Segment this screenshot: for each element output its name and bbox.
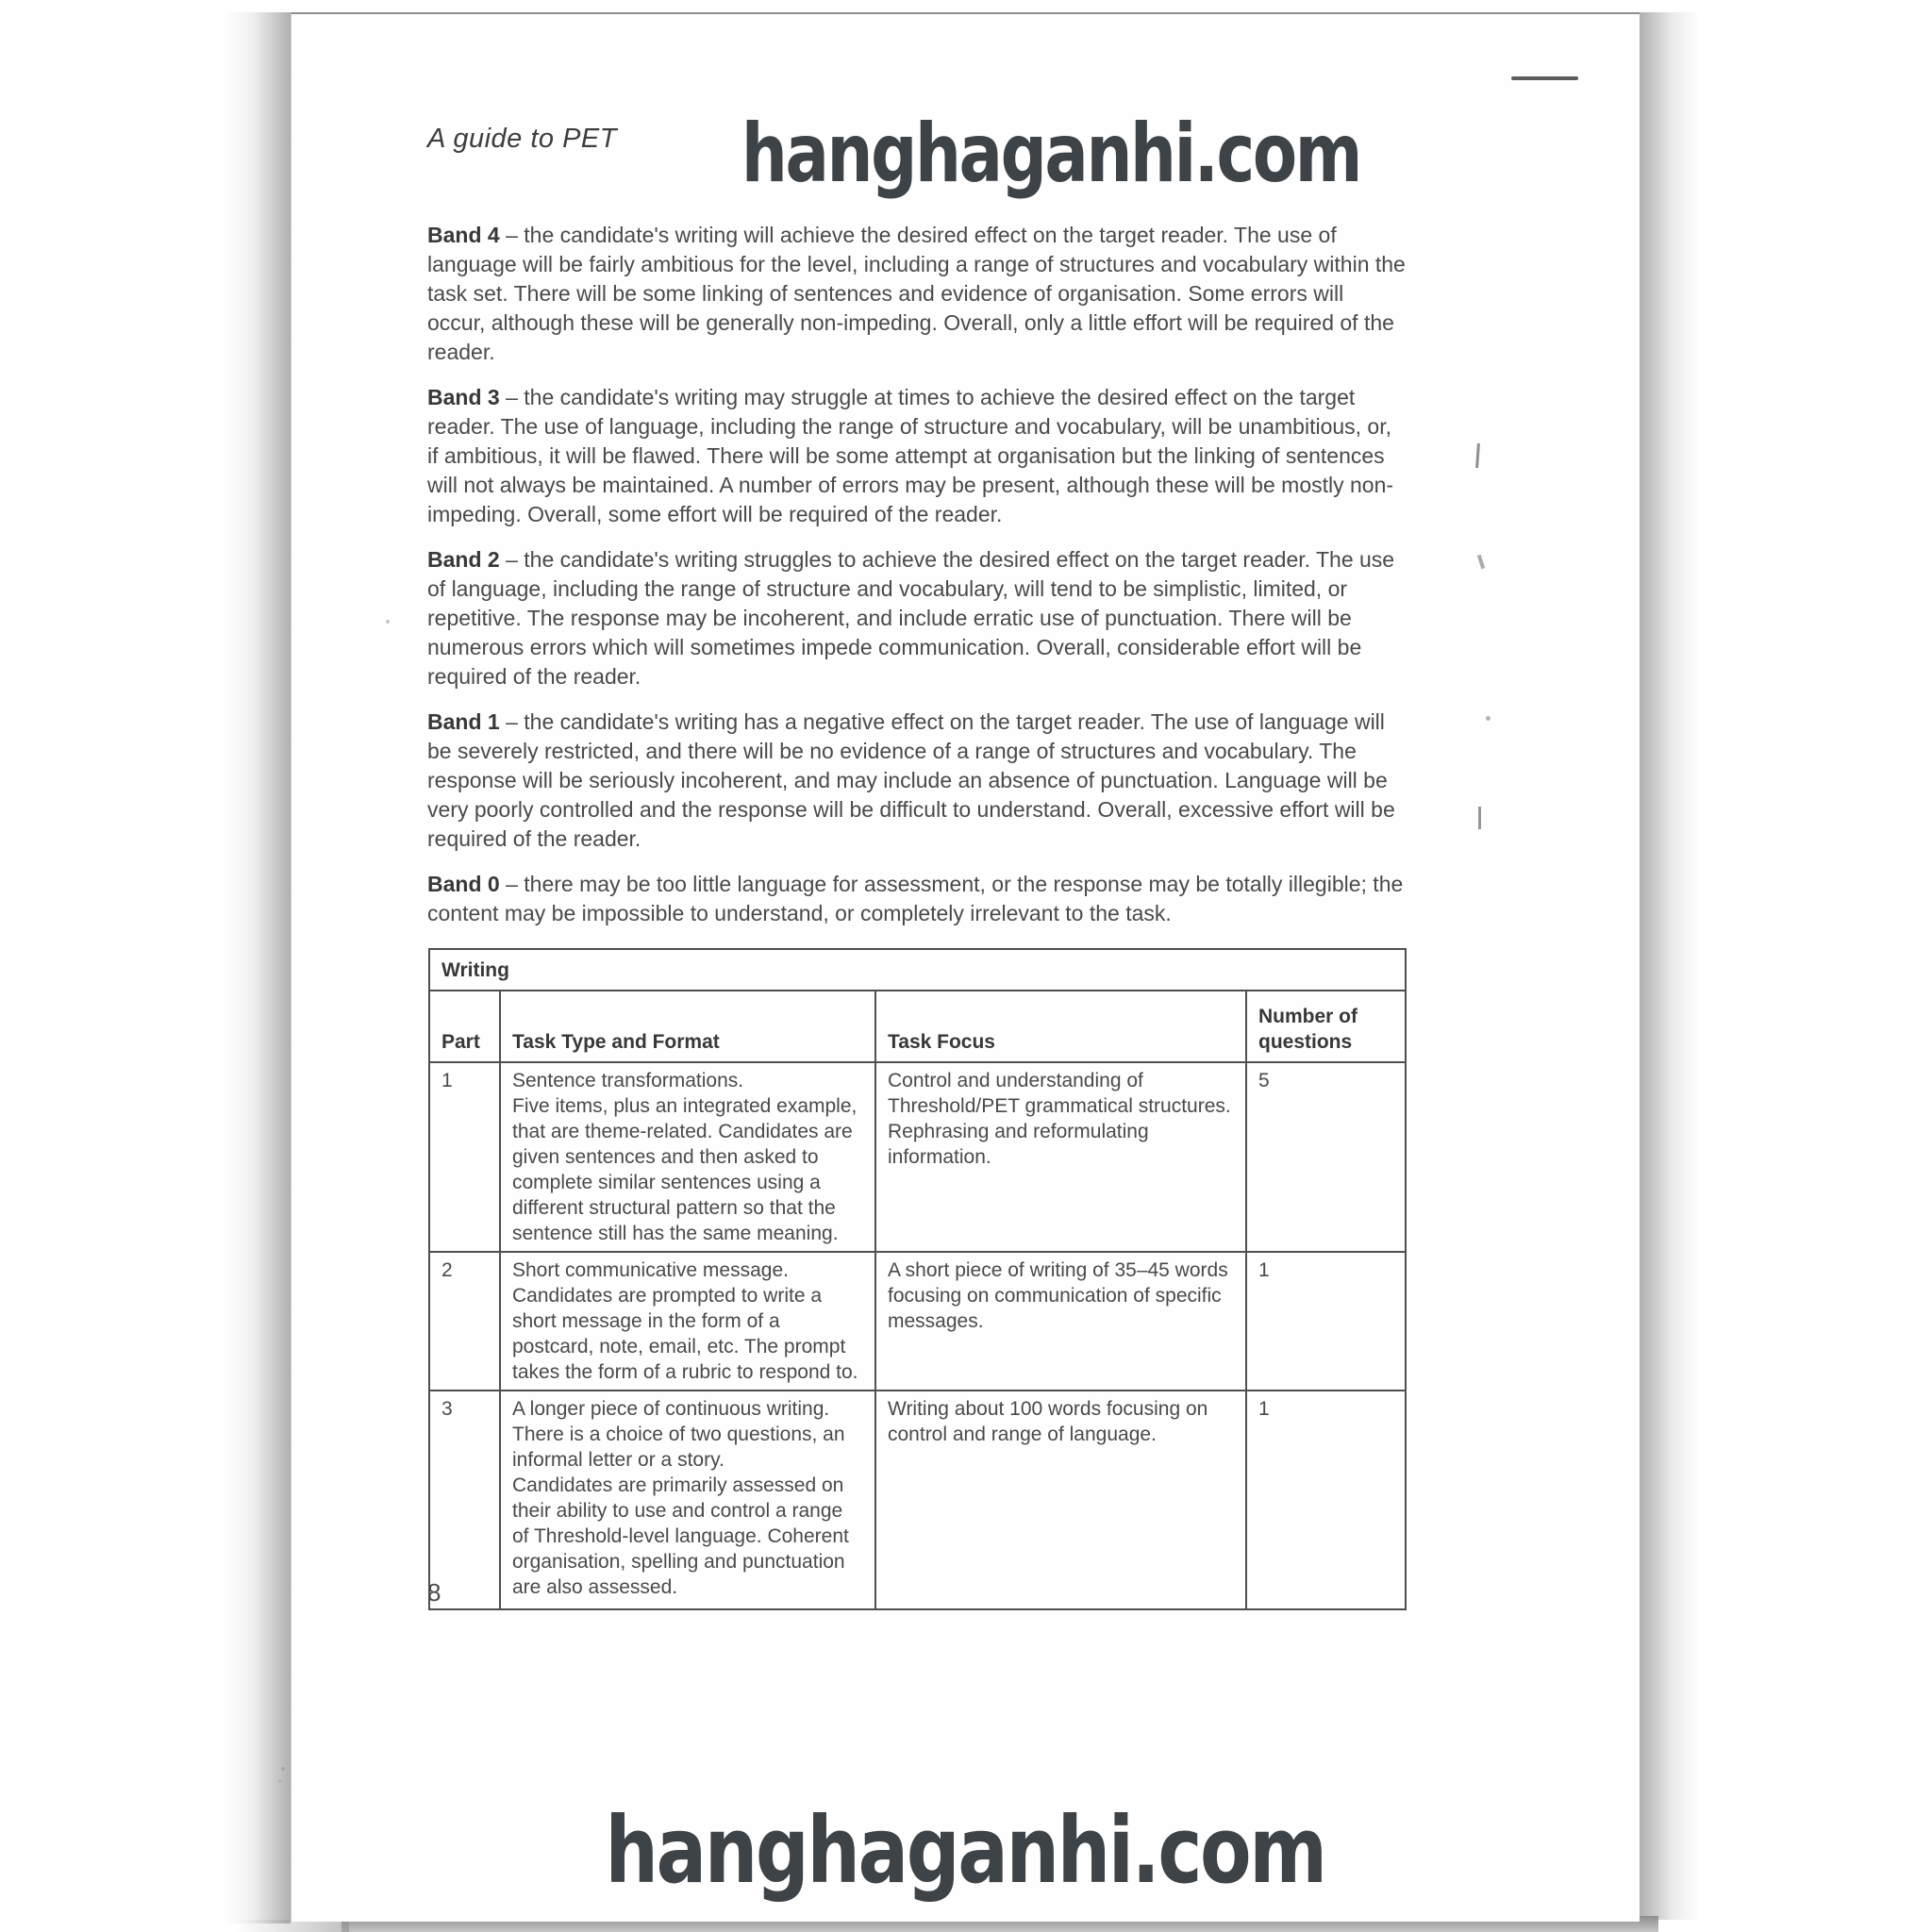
task-type-segment: Candidates are primarily assessed on their ability to use and control a range of Threshold-level language. Coherent organisation, spelling and punctuation are also assessed. bbox=[512, 1474, 849, 1598]
watermark-bottom: hanghaganhi.com bbox=[605, 1797, 1325, 1904]
task-focus-segment: A short piece of writing of 35–45 words focusing on communication of specific messages. bbox=[888, 1259, 1228, 1332]
scan-artifact-mark bbox=[1475, 443, 1480, 468]
table-row bbox=[429, 1252, 1406, 1391]
cell-task-focus bbox=[875, 1252, 1246, 1391]
scan-artifact-mark bbox=[1486, 716, 1491, 721]
task-focus-segment: Writing about 100 words focusing on control and range of language. bbox=[888, 1398, 1208, 1445]
band-3-text: – the candidate's writing may struggle at times to achieve the desired effect on the target reader. The use of language, including the range of structure and vocabulary, will be unambitious, or, if ambitious, it will be flawed. There will be some attempt at organisation but the linking of sentences will not always be maintained. A number of errors may be present, although these will be mostly non-impeding. Overall, some effort will be required of the reader. bbox=[427, 385, 1394, 526]
table-row bbox=[429, 1062, 1406, 1252]
running-header: A guide to PET bbox=[427, 124, 617, 154]
page-shadow-left bbox=[223, 12, 291, 1924]
table-header-row bbox=[429, 991, 1406, 1062]
band-0-label: Band 0 bbox=[427, 872, 500, 896]
task-type-segment: Sentence transformations. bbox=[512, 1070, 744, 1091]
cell-part: 1 bbox=[429, 1062, 500, 1252]
band-2-paragraph bbox=[427, 545, 1407, 691]
band-1-text: – the candidate's writing has a negative effect on the target reader. The use of language will be severely restricted, and there will be no evidence of a range of structures and vocabulary. The response will be seriously incoherent, and may include an absence of punctuation. Language will be very poorly controlled and the response will be difficult to understand. Overall, excessive effort will be required of the reader. bbox=[427, 709, 1395, 851]
watermark-top: hanghaganhi.com bbox=[741, 107, 1361, 201]
band-3-label: Band 3 bbox=[427, 385, 500, 409]
table-title: Writing bbox=[429, 949, 1406, 991]
writing-table bbox=[428, 948, 1407, 1610]
scan-artifact-mark bbox=[281, 1767, 285, 1771]
band-0-paragraph bbox=[427, 870, 1407, 928]
cell-task-focus bbox=[875, 1062, 1246, 1252]
page-shadow-right bbox=[1640, 12, 1700, 1920]
task-type-segment: A longer piece of continuous writing. bbox=[512, 1398, 830, 1420]
cell-questions: 1 bbox=[1246, 1252, 1406, 1391]
cell-task-type bbox=[500, 1252, 875, 1391]
cell-task-type bbox=[500, 1062, 875, 1252]
table-row bbox=[429, 1391, 1406, 1609]
scan-artifact-mark bbox=[386, 620, 390, 624]
scan-artifact-mark bbox=[1478, 807, 1481, 829]
scanned-page bbox=[291, 12, 1640, 1922]
band-2-label: Band 2 bbox=[427, 547, 500, 572]
cell-part: 2 bbox=[429, 1252, 500, 1391]
task-focus-segment: Control and understanding of Threshold/PET grammatical structures. Rephrasing and reformulating information. bbox=[888, 1070, 1231, 1168]
band-1-label: Band 1 bbox=[427, 709, 500, 734]
col-header-task-focus: Task Focus bbox=[875, 991, 1246, 1062]
task-type-segment: Five items, plus an integrated example, that are theme-related. Candidates are given sentences and then asked to complete similar sentences using a different structural pattern so that the sentence still has the same meaning. bbox=[512, 1095, 858, 1244]
cell-questions: 5 bbox=[1246, 1062, 1406, 1252]
task-type-segment: Candidates are prompted to write a short message in the form of a postcard, note, email, etc. The prompt takes the form of a rubric to respond to. bbox=[512, 1285, 858, 1383]
band-3-paragraph bbox=[427, 383, 1407, 529]
cell-part: 3 bbox=[429, 1391, 500, 1609]
cell-questions: 1 bbox=[1246, 1391, 1406, 1609]
table-title-row bbox=[429, 949, 1406, 991]
col-header-questions: Number of questions bbox=[1246, 991, 1406, 1062]
col-header-part: Part bbox=[429, 991, 500, 1062]
col-header-task-type: Task Type and Format bbox=[500, 991, 875, 1062]
band-descriptors bbox=[427, 221, 1407, 944]
cell-task-type bbox=[500, 1391, 875, 1609]
band-0-text: – there may be too little language for assessment, or the response may be totally illegible; the content may be impossible to understand, or completely irrelevant to the task. bbox=[427, 872, 1404, 925]
task-type-segment: Short communicative message. bbox=[512, 1259, 789, 1281]
cell-task-focus bbox=[875, 1391, 1246, 1609]
scan-artifact-mark bbox=[1477, 555, 1485, 570]
band-4-text: – the candidate's writing will achieve the desired effect on the target reader. The use of language will be fairly ambitious for the level, including a range of structures and vocabulary within the task set. There will be some linking of sentences and evidence of organisation. Some errors will occur, although these will be generally non-impeding. Overall, only a little effort will be required of the reader. bbox=[427, 223, 1406, 364]
band-4-label: Band 4 bbox=[427, 223, 500, 247]
page-number: 8 bbox=[427, 1578, 441, 1607]
band-2-text: – the candidate's writing struggles to achieve the desired effect on the target reader. The use of language, including the range of structure and vocabulary, will tend to be simplistic, limited, or repetitive. The response may be incoherent, and include erratic use of punctuation. There will be numerous errors which will sometimes impede communication. Overall, considerable effort will be required of the reader. bbox=[427, 547, 1395, 689]
band-1-paragraph bbox=[427, 708, 1407, 854]
scan-artifact-dash bbox=[1511, 76, 1578, 80]
task-type-segment: There is a choice of two questions, an informal letter or a story. bbox=[512, 1424, 845, 1471]
band-4-paragraph bbox=[427, 221, 1407, 367]
